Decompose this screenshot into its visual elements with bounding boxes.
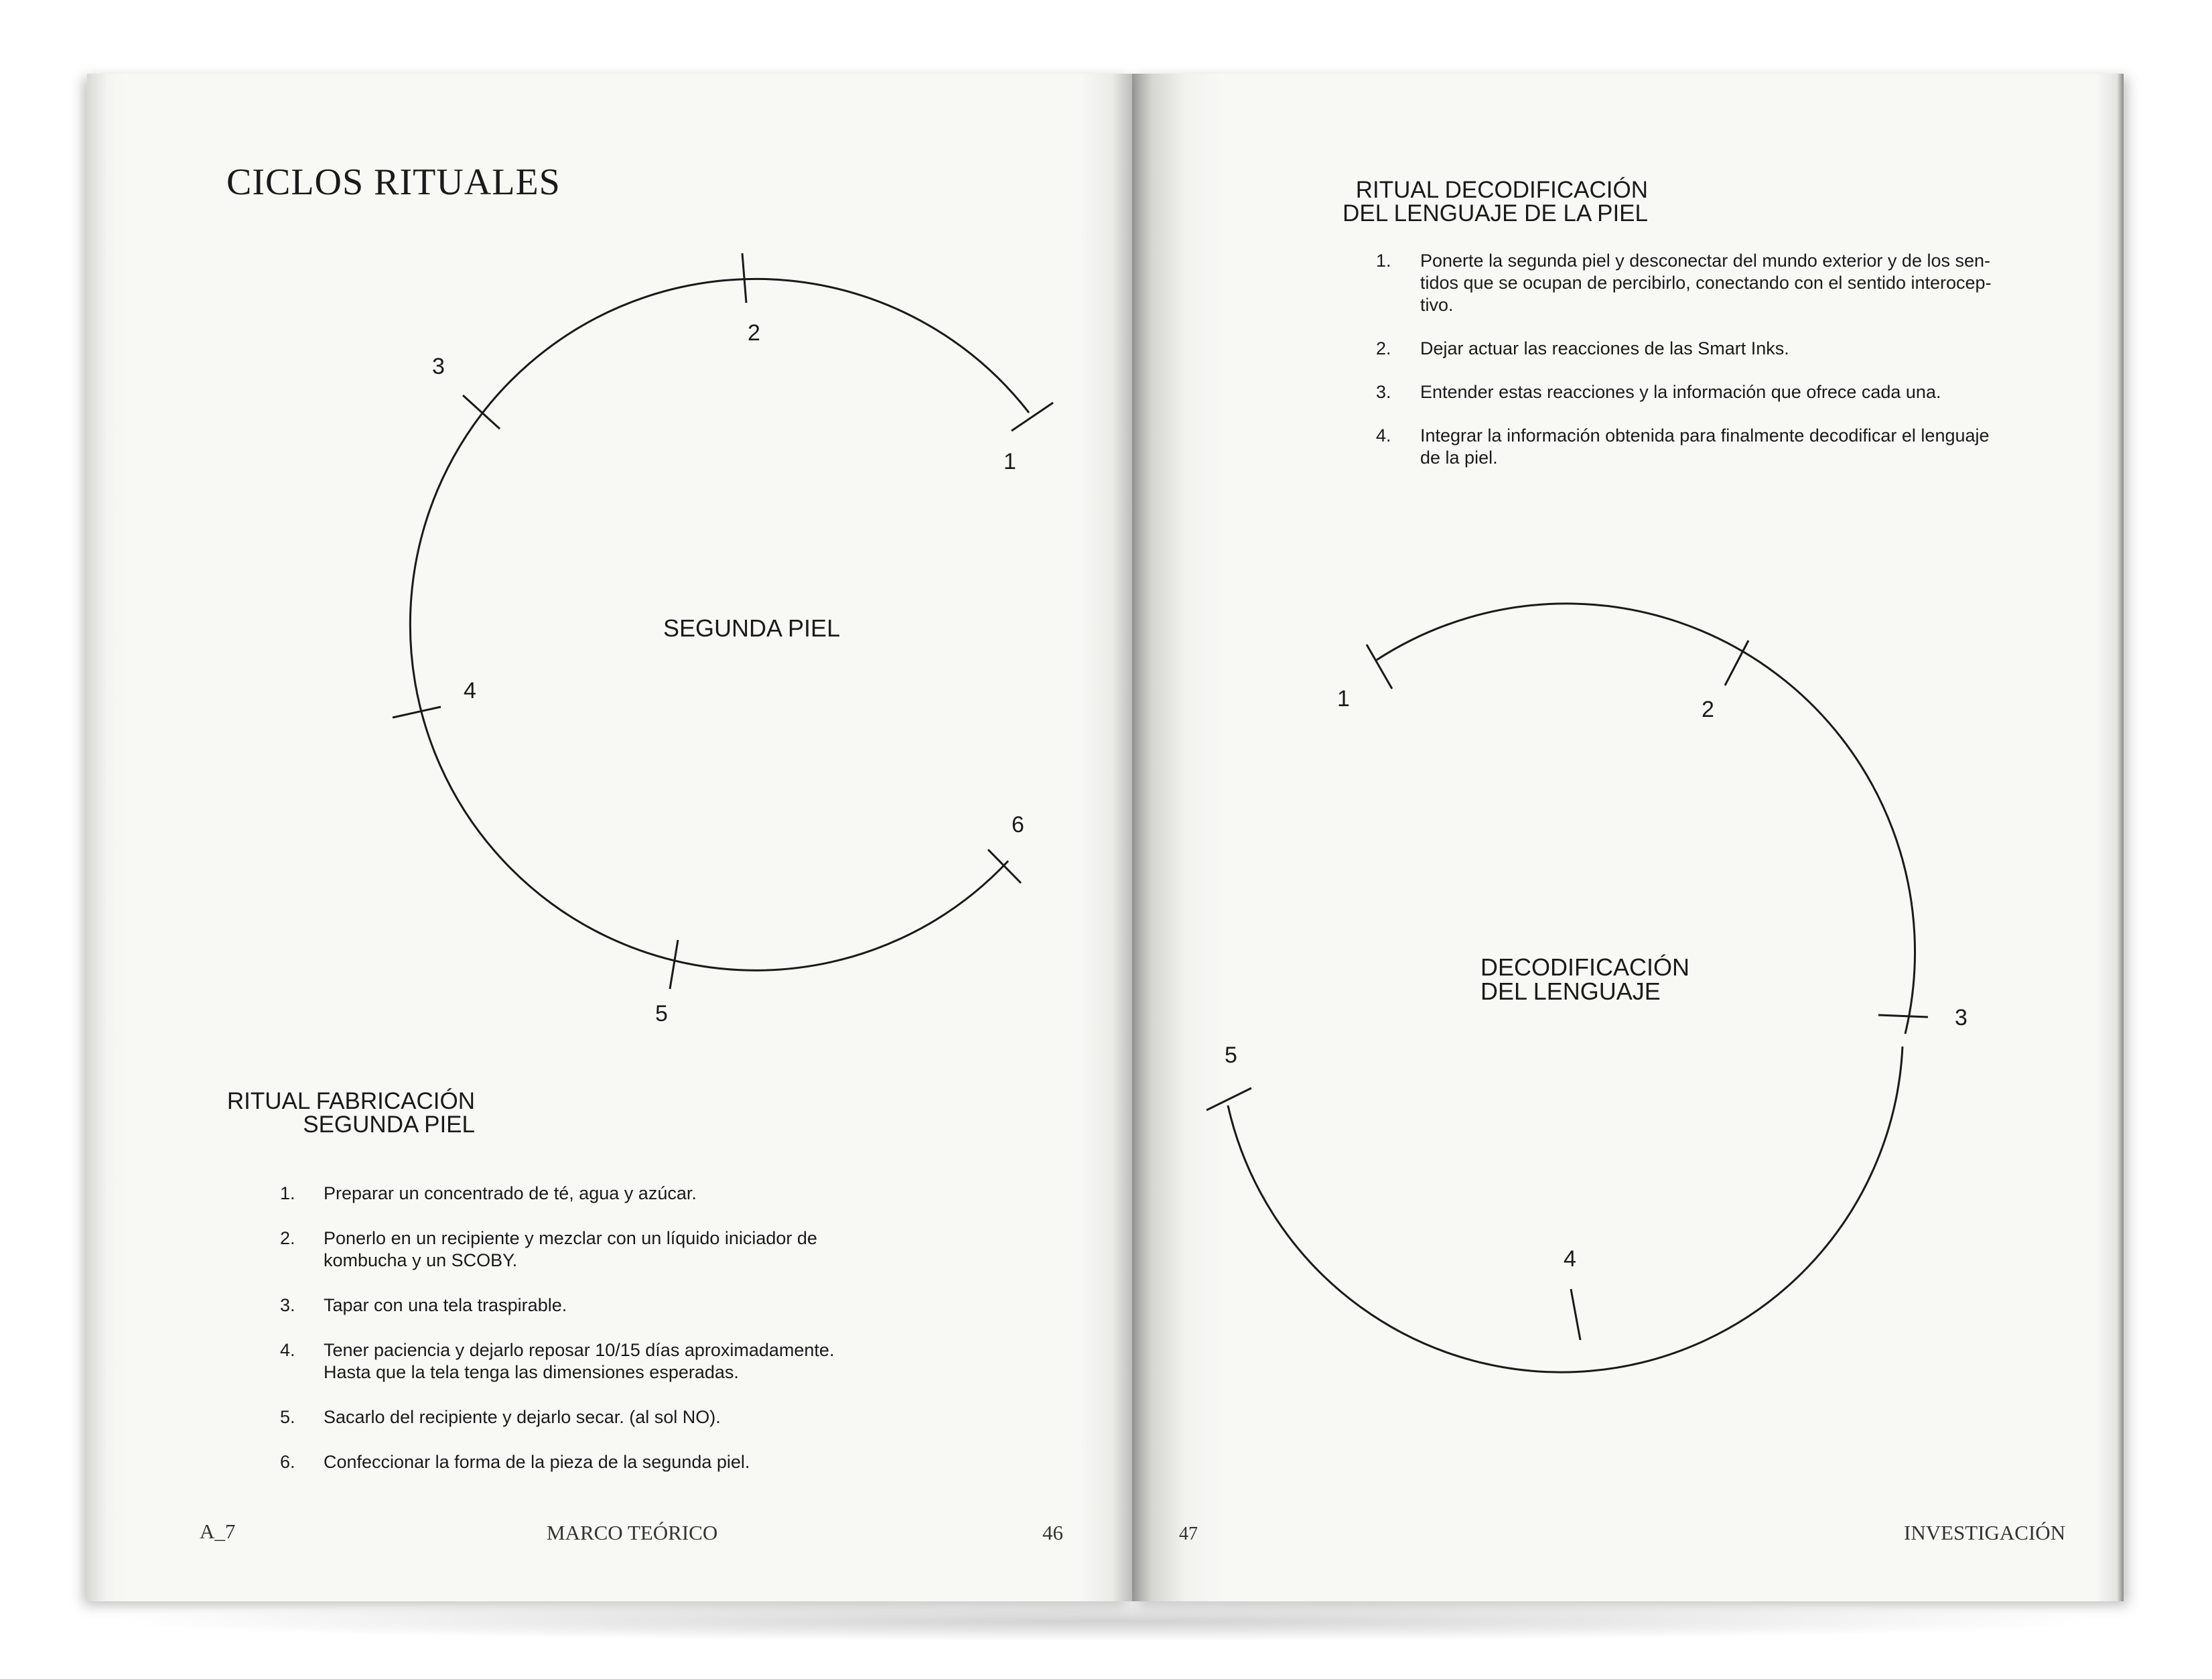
list-item: [280, 1406, 883, 1428]
step-text: Ponerte la segunda piel y desconectar del mundo exterior y de los sen-: [1420, 251, 1991, 271]
section-title-line: RITUAL FABRICACIÓN: [226, 1088, 475, 1114]
step-text: Sacarlo del recipiente y dejarlo secar. (al sol NO).: [324, 1407, 721, 1427]
tick-5: [670, 940, 678, 989]
step-text: tidos que se ocupan de percibirlo, conectando con el sentido interocep-: [1420, 273, 1992, 293]
list-item: [1376, 381, 2066, 403]
steps-list-right: [1376, 250, 2066, 469]
step-text: de la piel.: [1420, 448, 1498, 468]
step-number: 1.: [1376, 251, 1391, 271]
mark-label-r4: 4: [1564, 1246, 1576, 1272]
mark-label-3: 3: [432, 354, 445, 379]
list-item: [280, 1227, 883, 1272]
step-number: 4.: [1376, 425, 1391, 446]
mark-label-1: 1: [1004, 449, 1016, 474]
list-item: [280, 1339, 883, 1384]
section-title-line: DEL LENGUAJE DE LA PIEL: [1342, 200, 1648, 226]
tick-6: [988, 850, 1021, 883]
mark-label-6: 6: [1012, 812, 1024, 837]
step-number: 6.: [280, 1452, 295, 1472]
step-text: kombucha y un SCOBY.: [324, 1250, 518, 1270]
step-text: Confeccionar la forma de la pieza de la segunda piel.: [324, 1452, 750, 1472]
list-item: [1376, 250, 2066, 316]
mark-label-r1: 1: [1337, 686, 1350, 712]
list-item: [1376, 425, 2066, 469]
step-number: 3.: [280, 1295, 295, 1315]
list-item: [1376, 338, 2066, 360]
section-title: [225, 1089, 475, 1136]
step-number: 2.: [280, 1228, 295, 1248]
step-text: Integrar la información obtenida para finalmente decodificar el lenguaje: [1420, 425, 1990, 446]
diagram-center-label-right: [1480, 955, 1689, 1004]
section-title-right: [1333, 178, 1648, 225]
tick-1: [1012, 403, 1053, 431]
step-number: 1.: [280, 1183, 295, 1203]
cycle-arc-right-bottom: [1228, 1047, 1903, 1372]
step-number: 4.: [280, 1340, 295, 1360]
step-text: Tener paciencia y dejarlo reposar 10/15 días aproximadamente.: [324, 1340, 835, 1360]
list-item: [280, 1183, 883, 1205]
center-label-line: DECODIFICACIÓN: [1480, 953, 1690, 981]
step-number: 5.: [280, 1407, 295, 1427]
tick-3: [463, 395, 500, 429]
list-item: [280, 1294, 883, 1317]
list-item: [280, 1451, 883, 1473]
step-text: Entender estas reacciones y la información que ofrece cada una.: [1420, 382, 1941, 402]
step-text: tivo.: [1420, 295, 1454, 315]
mark-label-5: 5: [655, 1001, 668, 1026]
mark-label-r5: 5: [1225, 1043, 1237, 1068]
page-number-right: 47: [1179, 1524, 1198, 1544]
mark-label-r2: 2: [1702, 697, 1714, 722]
step-number: 2.: [1376, 338, 1391, 358]
section-title-line: SEGUNDA PIEL: [303, 1112, 475, 1138]
footer-section-right: INVESTIGACIÓN: [1904, 1521, 2066, 1544]
page-title: CICLOS RITUALES: [226, 161, 561, 203]
diagram-center-label: SEGUNDA PIEL: [663, 614, 841, 642]
mark-label-2: 2: [748, 320, 760, 346]
step-text: Preparar un concentrado de té, agua y azúcar.: [324, 1183, 697, 1203]
tick-r1: [1367, 645, 1392, 689]
footer-section: MARCO TEÓRICO: [547, 1521, 718, 1544]
step-number: 3.: [1376, 382, 1391, 402]
center-label-line: DEL LENGUAJE: [1480, 978, 1661, 1005]
mark-label-r3: 3: [1955, 1005, 1967, 1030]
footer-code: A_7: [200, 1520, 236, 1543]
steps-list: [280, 1183, 883, 1473]
step-text: Tapar con una tela traspirable.: [324, 1295, 567, 1315]
section-title-line: RITUAL DECODIFICACIÓN: [1355, 177, 1648, 203]
step-text: Ponerlo en un recipiente y mezclar con un líquido iniciador de: [324, 1228, 817, 1248]
page-number: 46: [1042, 1521, 1063, 1544]
mark-label-4: 4: [464, 678, 476, 703]
tick-4: [393, 707, 441, 718]
step-text: Hasta que la tela tenga las dimensiones esperadas.: [324, 1362, 739, 1382]
tick-r3: [1878, 1015, 1928, 1017]
tick-r4: [1571, 1289, 1580, 1340]
step-text: Dejar actuar las reacciones de las Smart Inks.: [1420, 338, 1789, 358]
